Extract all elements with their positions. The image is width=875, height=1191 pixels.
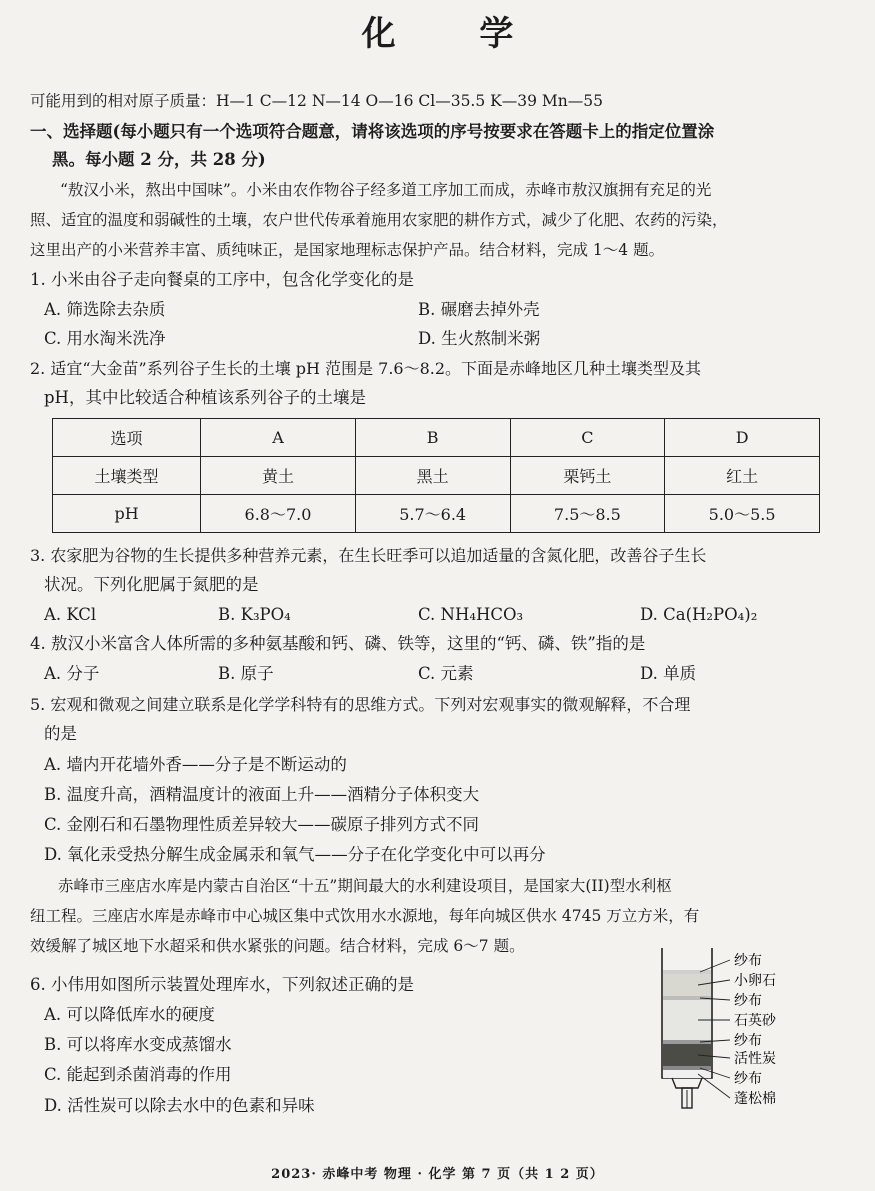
passage1-line2: 照、适宜的温度和弱碱性的土壤，农户世代传承着施用农家肥的耕作方式，减少了化肥、农药的污染， bbox=[30, 211, 728, 229]
q4-option-b: B. 原子 bbox=[218, 664, 274, 683]
page-footer: 2023· 赤峰中考 物理 · 化学 第 7 页（共 1 2 页） bbox=[271, 1167, 604, 1182]
funnel-neck bbox=[672, 1078, 702, 1088]
q3-option-b: B. K₃PO₄ bbox=[218, 605, 291, 624]
q6-option-b: B. 可以将库水变成蒸馏水 bbox=[44, 1035, 232, 1054]
table-cell: 黄土 bbox=[201, 457, 356, 495]
q5-option-c: C. 金刚石和石墨物理性质差异较大——碳原子排列方式不同 bbox=[44, 815, 480, 834]
atomic-masses: 可能用到的相对原子质量：H—1 C—12 N—14 O—16 Cl—35.5 K—39 Mn—55 bbox=[30, 92, 603, 110]
q6-stem: 6. 小伟用如图所示装置处理库水，下列叙述正确的是 bbox=[30, 975, 414, 994]
passage1-line1: “敖汉小米，熬出中国味”。小米由农作物谷子经多道工序加工而成，赤峰市敖汉旗拥有充足的光 bbox=[60, 181, 712, 199]
table-cell: D bbox=[665, 419, 820, 457]
table-cell: 6.8～7.0 bbox=[201, 495, 356, 533]
water-filter-diagram bbox=[650, 940, 820, 1120]
label-gauze-3: 纱布 bbox=[734, 1033, 762, 1049]
activated-carbon-layer bbox=[663, 1044, 711, 1066]
q5-stem-line2: 的是 bbox=[44, 724, 77, 743]
passage1-line3: 这里出产的小米营养丰富、质纯味正，是国家地理标志保护产品。结合材料，完成 1～4 题。 bbox=[30, 241, 665, 259]
cotton-layer bbox=[663, 1070, 711, 1078]
q3-option-a: A. KCl bbox=[44, 605, 97, 624]
table-cell: 选项 bbox=[53, 419, 201, 457]
passage2-line3: 效缓解了城区地下水超采和供水紧张的问题。结合材料，完成 6～7 题。 bbox=[30, 937, 525, 955]
table-cell: 7.5～8.5 bbox=[510, 495, 665, 533]
passage2-line2: 纽工程。三座店水库是赤峰市中心城区集中式饮用水水源地，每年向城区供水 4745 万立方米，有 bbox=[30, 907, 700, 925]
q1-option-d: D. 生火熬制米粥 bbox=[418, 329, 541, 348]
soil-ph-table bbox=[52, 418, 820, 533]
q4-option-d: D. 单质 bbox=[640, 664, 697, 683]
label-quartz-sand: 石英砂 bbox=[734, 1013, 776, 1029]
table-cell: B bbox=[355, 419, 510, 457]
q5-stem-line1: 5. 宏观和微观之间建立联系是化学学科特有的思维方式。下列对宏观事实的微观解释，不合理 bbox=[30, 695, 691, 714]
q4-option-a: A. 分子 bbox=[44, 664, 100, 683]
q6-option-c: C. 能起到杀菌消毒的作用 bbox=[44, 1065, 232, 1084]
leader-line bbox=[698, 1074, 730, 1098]
q1-stem: 1. 小米由谷子走向餐桌的工序中，包含化学变化的是 bbox=[30, 270, 414, 289]
section-heading-line1: 一、选择题(每小题只有一个选项符合题意，请将该选项的序号按要求在答题卡上的指定位置涂 bbox=[30, 122, 715, 141]
q1-option-c: C. 用水淘米洗净 bbox=[44, 329, 166, 348]
q4-option-c: C. 元素 bbox=[418, 664, 474, 683]
label-pebbles: 小卵石 bbox=[734, 973, 776, 989]
label-cotton: 蓬松棉 bbox=[734, 1091, 776, 1107]
table-row bbox=[53, 495, 820, 533]
q5-option-a: A. 墙内开花墙外香——分子是不断运动的 bbox=[44, 755, 347, 774]
q3-stem-line2: 状况。下列化肥属于氮肥的是 bbox=[44, 575, 259, 594]
q4-stem: 4. 敖汉小米富含人体所需的多种氨基酸和钙、磷、铁等，这里的“钙、磷、铁”指的是 bbox=[30, 634, 646, 653]
pebble-layer bbox=[663, 974, 711, 996]
table-row bbox=[53, 419, 820, 457]
table-cell: A bbox=[201, 419, 356, 457]
table-cell: 红土 bbox=[665, 457, 820, 495]
q2-stem-line1: 2. 适宜“大金苗”系列谷子生长的土壤 pH 范围是 7.6～8.2。下面是赤峰地区几种土壤类型及其 bbox=[30, 359, 702, 378]
table-cell: 5.7～6.4 bbox=[355, 495, 510, 533]
label-gauze-1: 纱布 bbox=[734, 953, 762, 969]
leader-line bbox=[700, 960, 730, 972]
passage2-line1: 赤峰市三座店水库是内蒙古自治区“十五”期间最大的水利建设项目，是国家大(II)型水利枢 bbox=[58, 877, 672, 895]
q3-option-d: D. Ca(H₂PO₄)₂ bbox=[640, 605, 758, 624]
table-cell: 土壤类型 bbox=[53, 457, 201, 495]
table-row bbox=[53, 457, 820, 495]
q1-option-b: B. 碾磨去掉外壳 bbox=[418, 300, 540, 319]
label-gauze-2: 纱布 bbox=[734, 993, 762, 1009]
page-title: 化 学 bbox=[361, 14, 550, 54]
section-heading-line2: 黑。每小题 2 分，共 28 分) bbox=[52, 150, 266, 169]
q6-option-d: D. 活性炭可以除去水中的色素和异味 bbox=[44, 1096, 315, 1115]
table-cell: 5.0～5.5 bbox=[665, 495, 820, 533]
q3-option-c: C. NH₄HCO₃ bbox=[418, 605, 524, 624]
table-cell: 栗钙土 bbox=[510, 457, 665, 495]
q5-option-d: D. 氧化汞受热分解生成金属汞和氧气——分子在化学变化中可以再分 bbox=[44, 845, 546, 864]
q2-stem-line2: pH，其中比较适合种植该系列谷子的土壤是 bbox=[44, 388, 366, 407]
q1-option-a: A. 筛选除去杂质 bbox=[44, 300, 166, 319]
q6-option-a: A. 可以降低库水的硬度 bbox=[44, 1005, 215, 1024]
q5-option-b: B. 温度升高，酒精温度计的液面上升——酒精分子体积变大 bbox=[44, 785, 480, 804]
table-cell: 黑土 bbox=[355, 457, 510, 495]
table-cell: C bbox=[510, 419, 665, 457]
q3-stem-line1: 3. 农家肥为谷物的生长提供多种营养元素，在生长旺季可以追加适量的含氮化肥，改善谷子生长 bbox=[30, 546, 707, 565]
label-gauze-4: 纱布 bbox=[734, 1071, 762, 1087]
label-activated-carbon: 活性炭 bbox=[734, 1051, 776, 1067]
table-cell: pH bbox=[53, 495, 201, 533]
